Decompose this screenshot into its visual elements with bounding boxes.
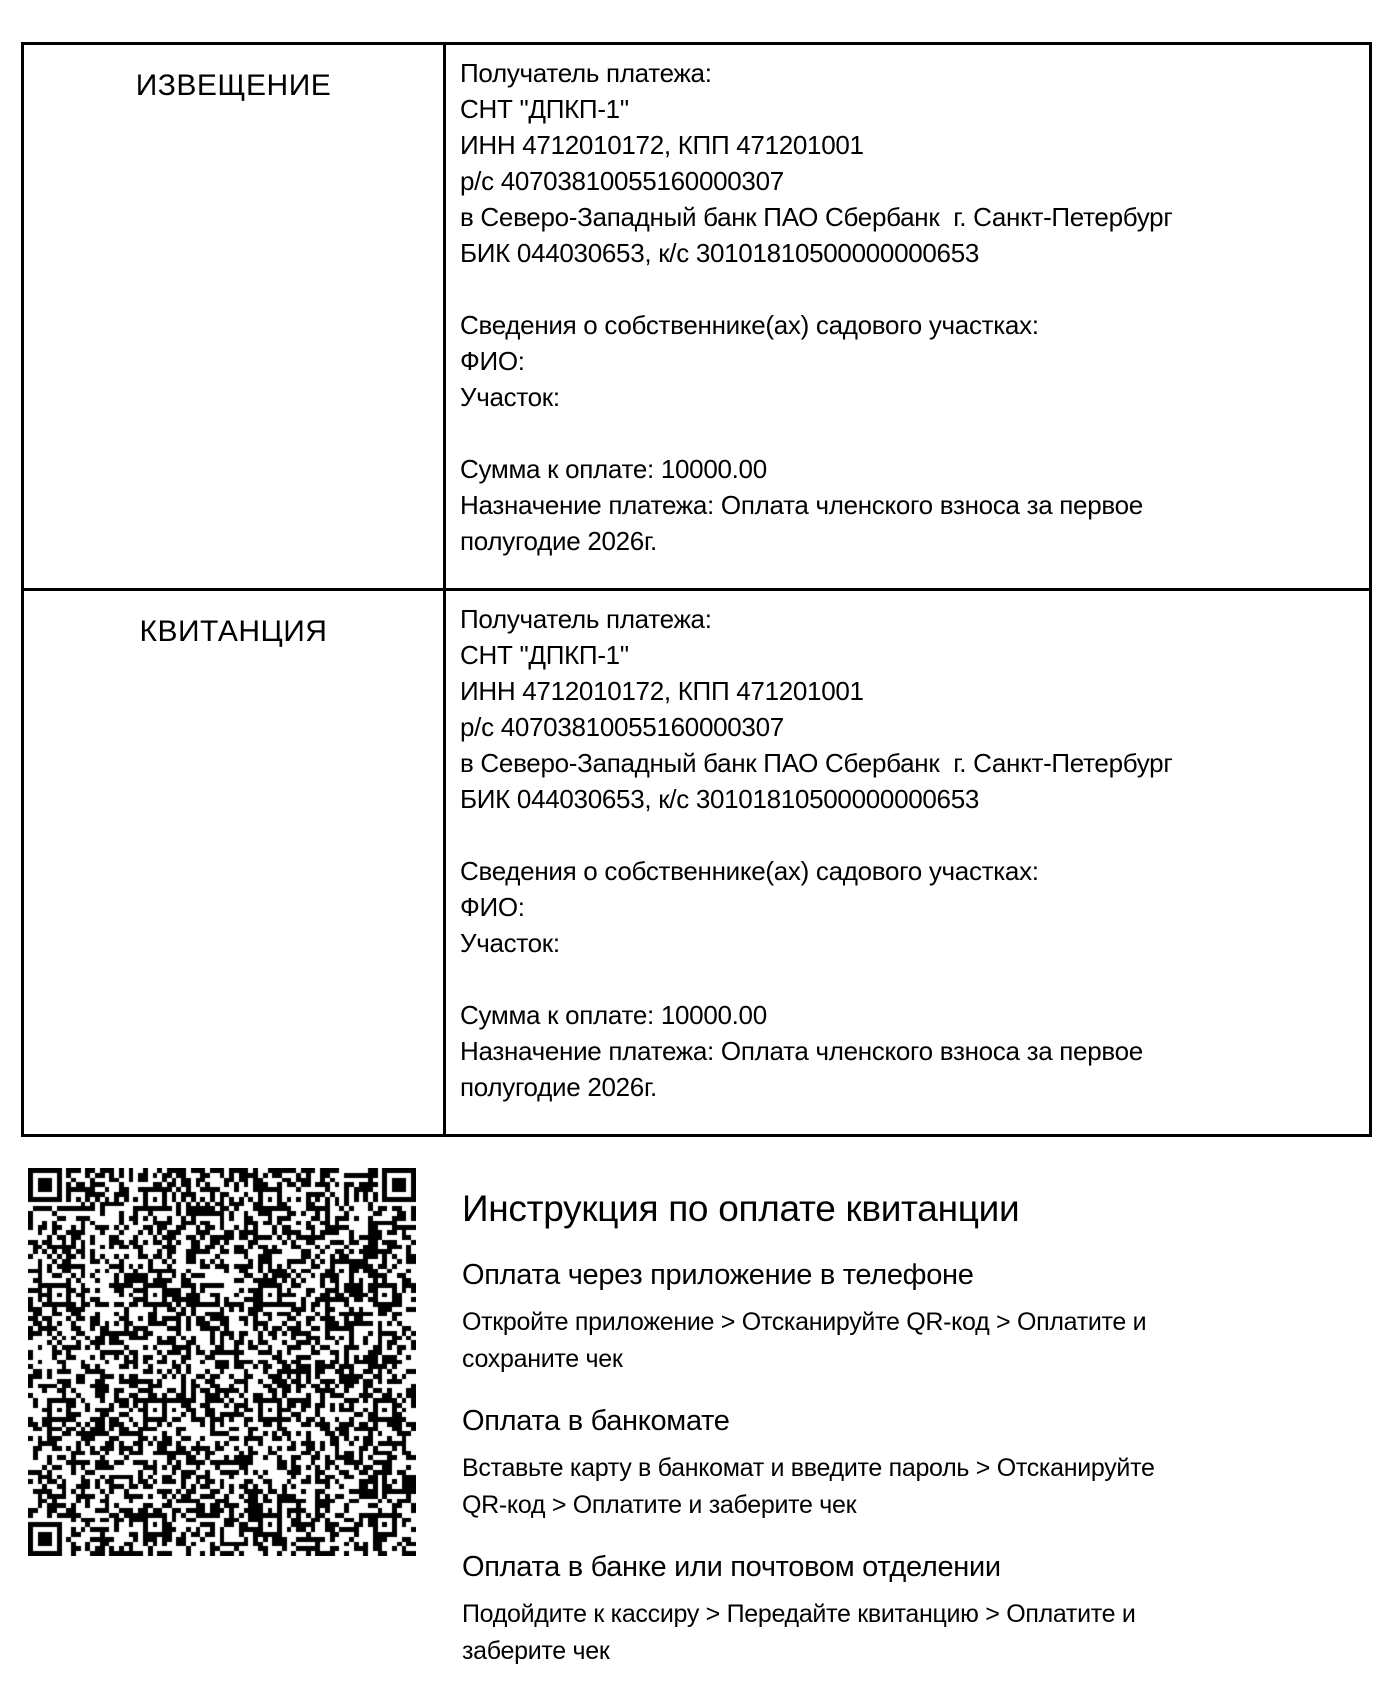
text-line — [460, 961, 1357, 997]
text-line: Сведения о собственнике(ах) садового участках: — [460, 310, 1039, 340]
text-line: ИНН 4712010172, КПП 471201001 — [460, 130, 864, 160]
text-line: р/с 40703810055160000307 — [460, 166, 784, 196]
text-line: Получатель платежа: — [460, 58, 712, 88]
text-line: Получатель платежа: — [460, 604, 712, 634]
text-line: заберите чек — [462, 1637, 610, 1665]
text-line: QR-код > Оплатите и заберите чек — [462, 1491, 857, 1519]
instruction-section-app — [462, 1256, 1364, 1378]
text-line: СНТ "ДПКП-1" — [460, 94, 629, 124]
text-line: Сведения о собственнике(ах) садового участках: — [460, 856, 1039, 886]
receipt-row — [24, 591, 1369, 1134]
text-line: сохраните чек — [462, 1345, 623, 1373]
text-line: Участок: — [460, 382, 560, 412]
text-line: в Северо-Западный банк ПАО Сбербанк г. Санкт-Петербург — [460, 202, 1173, 232]
text-line: полугодие 2026г. — [460, 526, 657, 556]
text-line: полугодие 2026г. — [460, 1072, 657, 1102]
instruction-body-app — [462, 1304, 1364, 1378]
instructions-title: Инструкция по оплате квитанции — [462, 1188, 1020, 1229]
text-line: Сумма к оплате: 10000.00 — [460, 454, 767, 484]
instruction-section-atm — [462, 1402, 1364, 1524]
text-line: Назначение платежа: Оплата членского взноса за первое — [460, 1036, 1143, 1066]
instruction-heading-atm: Оплата в банкомате — [462, 1405, 730, 1437]
receipt-payment-details — [446, 591, 1369, 1134]
text-line: ФИО: — [460, 346, 525, 376]
qr-code-icon — [28, 1168, 416, 1556]
instruction-heading-bank: Оплата в банке или почтовом отделении — [462, 1551, 1001, 1583]
receipt-label: КВИТАНЦИЯ — [24, 591, 446, 1134]
text-line: Вставьте карту в банкомат и введите пароль > Отсканируйте — [462, 1454, 1155, 1482]
text-line: БИК 044030653, к/с 30101810500000000653 — [460, 784, 980, 814]
notice-label: ИЗВЕЩЕНИЕ — [24, 45, 446, 588]
payment-instructions — [462, 1186, 1364, 1670]
instruction-section-bank — [462, 1548, 1364, 1670]
text-line: Откройте приложение > Отсканируйте QR-код > Оплатите и — [462, 1308, 1147, 1336]
text-line — [460, 415, 1357, 451]
instruction-body-atm — [462, 1450, 1364, 1524]
text-line: Участок: — [460, 928, 560, 958]
payment-slip-table — [21, 42, 1372, 1137]
text-line: Сумма к оплате: 10000.00 — [460, 1000, 767, 1030]
text-line: ИНН 4712010172, КПП 471201001 — [460, 676, 864, 706]
text-line — [460, 817, 1357, 853]
text-line: БИК 044030653, к/с 30101810500000000653 — [460, 238, 980, 268]
text-line: р/с 40703810055160000307 — [460, 712, 784, 742]
text-line: в Северо-Западный банк ПАО Сбербанк г. Санкт-Петербург — [460, 748, 1173, 778]
text-line: ФИО: — [460, 892, 525, 922]
notice-payment-details — [446, 45, 1369, 588]
text-line: Назначение платежа: Оплата членского взноса за первое — [460, 490, 1143, 520]
text-line — [460, 271, 1357, 307]
text-line: Подойдите к кассиру > Передайте квитанцию > Оплатите и — [462, 1600, 1136, 1628]
instruction-heading-app: Оплата через приложение в телефоне — [462, 1259, 974, 1291]
text-line: СНТ "ДПКП-1" — [460, 640, 629, 670]
instruction-body-bank — [462, 1596, 1364, 1670]
notice-row — [24, 45, 1369, 591]
